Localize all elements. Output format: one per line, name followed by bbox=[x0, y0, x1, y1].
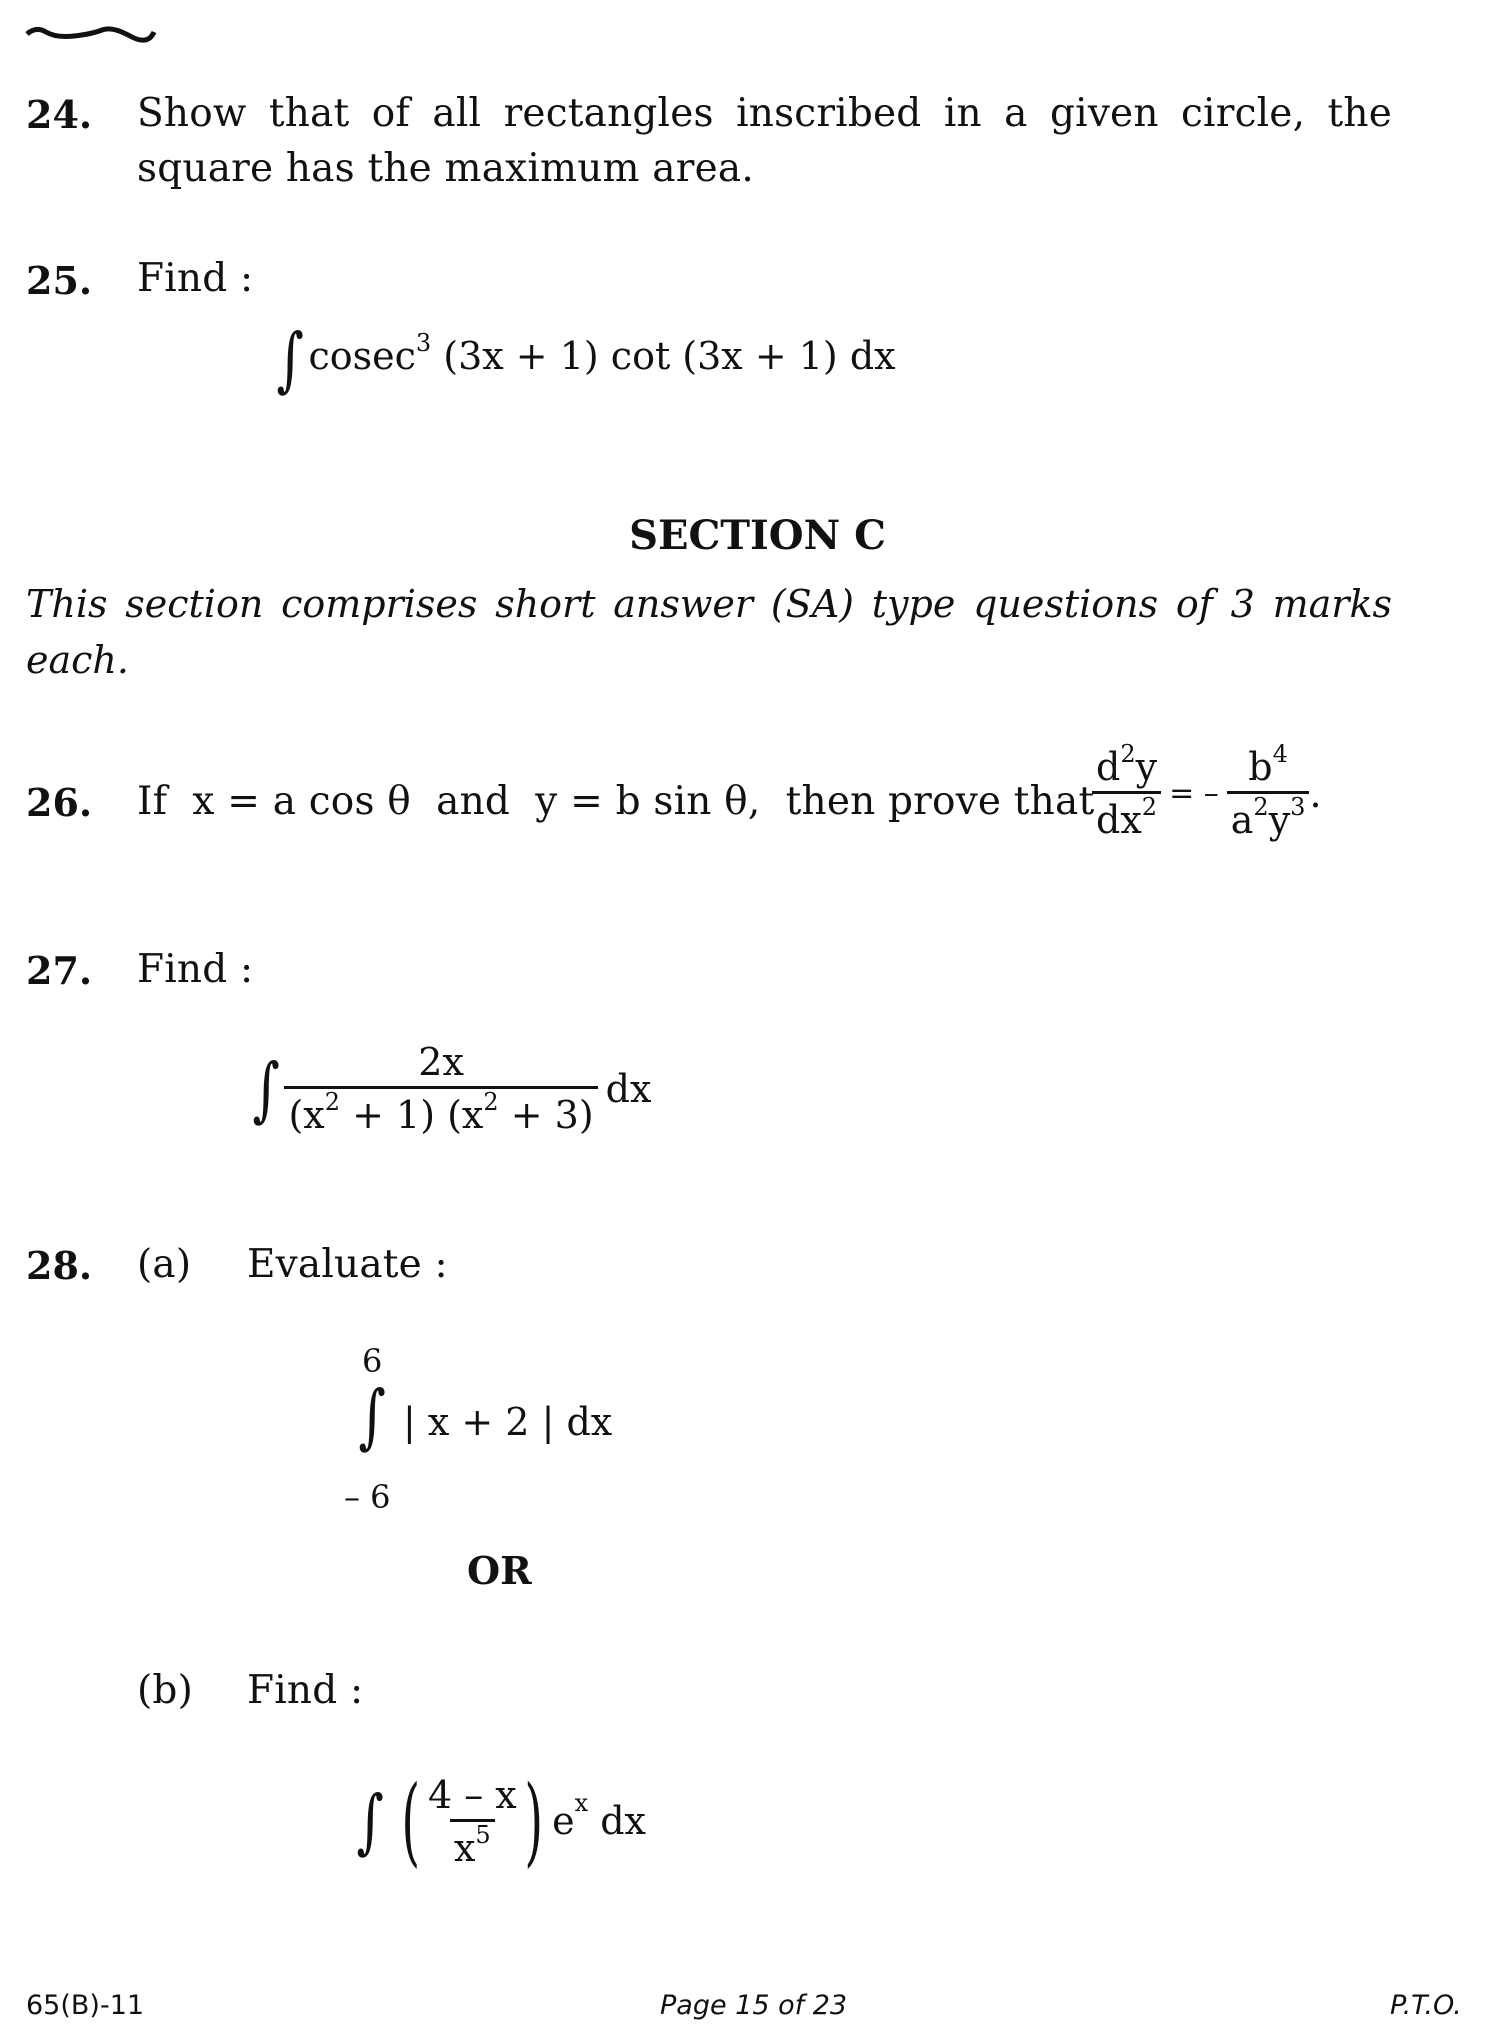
section-description-line1: This section comprises short answer (SA) type questions of 3 marks bbox=[26, 582, 1392, 626]
question-number-26: 26. bbox=[26, 780, 93, 825]
question-number-27: 27. bbox=[26, 948, 93, 993]
question-27-expression: ∫ $\frac{2x}{(x^2 + 1) (x^2 + 3)}$ dx bbox=[252, 1040, 652, 1137]
question-number-28: 28. bbox=[26, 1243, 93, 1288]
part-a-integrand: | x + 2 | dx bbox=[403, 1400, 613, 1444]
integral-sign: ∫ bbox=[358, 1375, 386, 1457]
part-a-prompt: Evaluate : bbox=[247, 1242, 448, 1287]
footer-pto: P.T.O. bbox=[1390, 1990, 1462, 2021]
integral-sign: ∫ bbox=[276, 318, 304, 400]
question-25-expression: ∫ cosec$^3$ (3x + 1) cot (3x + 1) dx bbox=[276, 318, 896, 400]
part-b-label: (b) bbox=[137, 1668, 193, 1713]
section-title: SECTION C bbox=[629, 512, 886, 559]
right-paren: ) bbox=[524, 1765, 543, 1877]
integral-sign: ∫ bbox=[356, 1780, 384, 1862]
question-26-text: If x = a cos θ and y = b sin θ, then prove that bbox=[137, 779, 1095, 824]
footer-code: 65(B)-11 bbox=[26, 1990, 145, 2021]
question-24-line2: square has the maximum area. bbox=[137, 146, 754, 191]
section-description-line2: each. bbox=[26, 638, 129, 682]
part-b-prompt: Find : bbox=[247, 1668, 364, 1713]
integral-sign: ∫ bbox=[252, 1047, 280, 1130]
upper-limit: 6 bbox=[362, 1342, 383, 1380]
part-b-expression: ∫ ( $\frac{4 - x}{x^5}$ ) e x dx bbox=[356, 1765, 646, 1877]
result-fraction: $\frac{b^4}{a^2y^3}$ bbox=[1227, 745, 1310, 842]
or-separator: OR bbox=[467, 1548, 532, 1593]
wavy-line-icon bbox=[24, 22, 159, 52]
question-number-24: 24. bbox=[26, 92, 93, 137]
lower-limit: – 6 bbox=[344, 1478, 391, 1516]
question-number-25: 25. bbox=[26, 258, 93, 303]
question-25-prompt: Find : bbox=[137, 256, 254, 301]
second-derivative-fraction: $\frac{d^2y}{dx^2}$ bbox=[1092, 745, 1161, 842]
left-paren: ( bbox=[401, 1765, 421, 1877]
part-a-label: (a) bbox=[137, 1242, 192, 1287]
footer-page-number: Page 15 of 23 bbox=[660, 1990, 848, 2021]
question-27-prompt: Find : bbox=[137, 947, 254, 992]
rational-fraction: $\frac{2x}{(x^2 + 1) (x^2 + 3)}$ bbox=[284, 1040, 597, 1137]
question-26-equation: $\frac{d^2y}{dx^2}$ = – $\frac{b^4}{a^2y^3}$ . bbox=[1092, 745, 1322, 842]
exponent-fraction: $\frac{4 - x}{x^5}$ bbox=[427, 1772, 517, 1870]
question-24-line1: Show that of all rectangles inscribed in a given circle, the bbox=[137, 91, 1392, 136]
